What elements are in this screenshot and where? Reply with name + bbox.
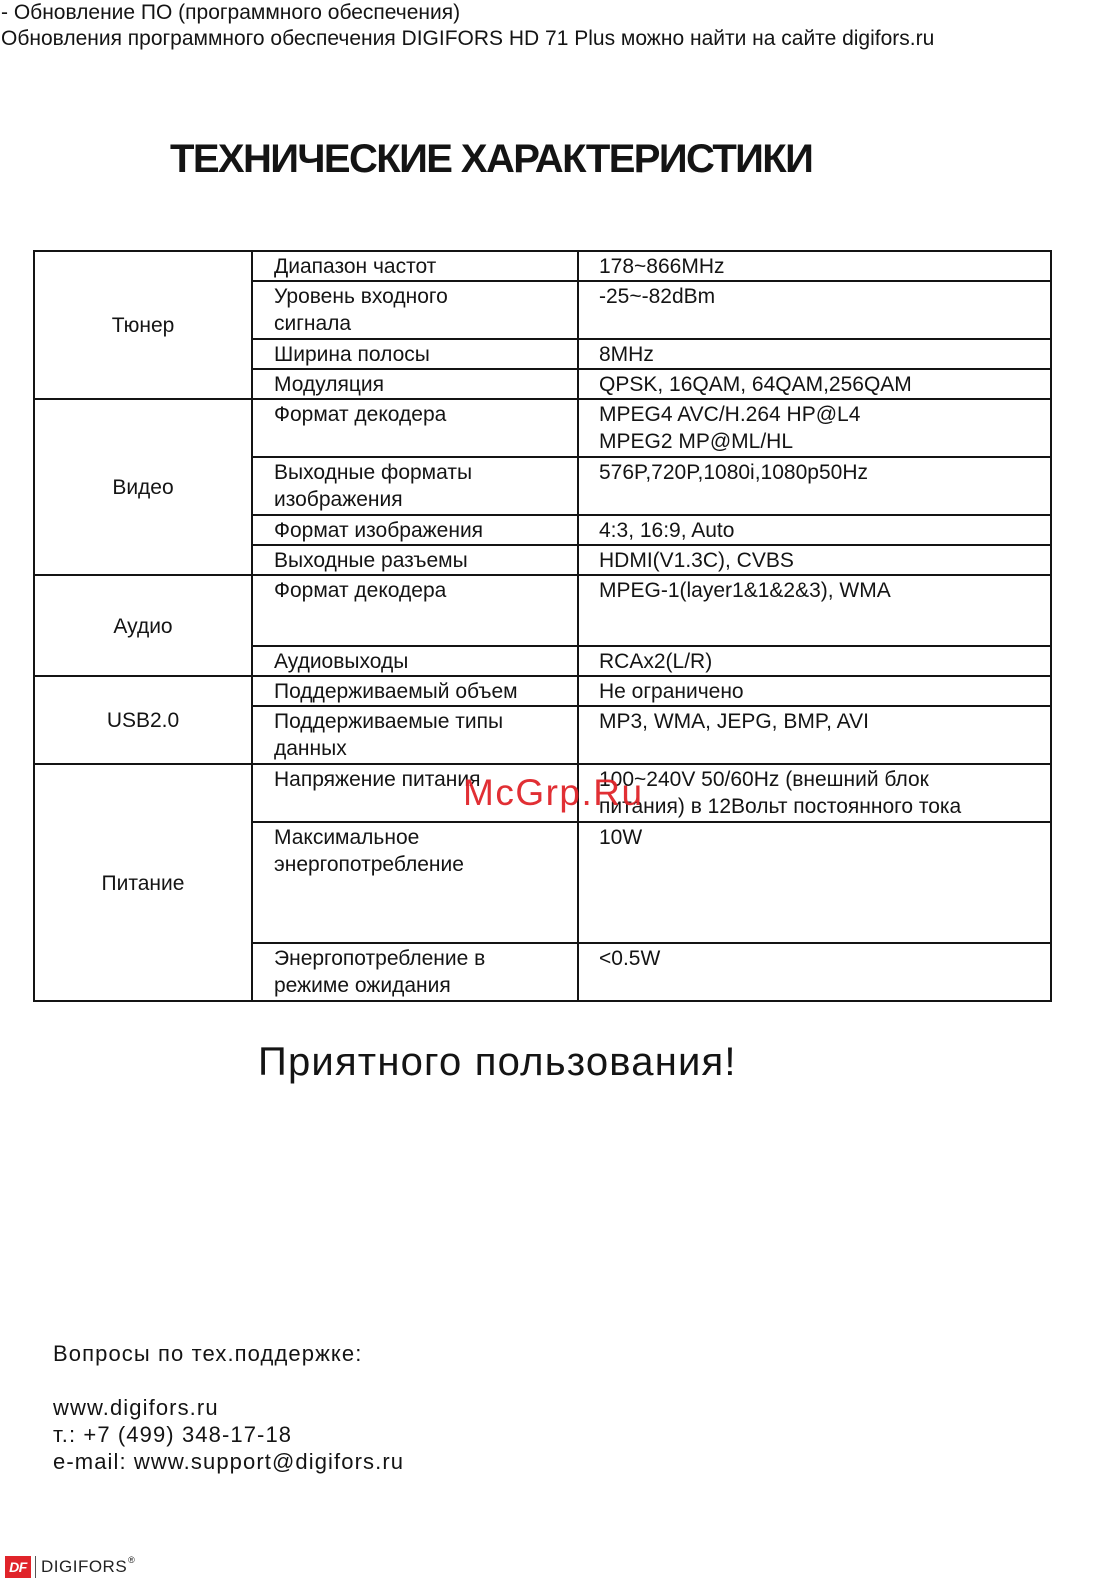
- category-cell-usb: USB2.0: [34, 676, 252, 764]
- closing-message: Приятного пользования!: [258, 1040, 737, 1084]
- support-contacts: [53, 1340, 404, 1475]
- category-cell-video: Видео: [34, 399, 252, 575]
- param-cell: Напряжение питания: [252, 764, 578, 822]
- param-cell: Формат декодера: [252, 399, 578, 457]
- category-cell-tuner: Тюнер: [34, 251, 252, 399]
- support-email[interactable]: e-mail: www.support@digifors.ru: [53, 1449, 405, 1474]
- brand-logo: [5, 1553, 135, 1580]
- brand-logo-mark: DF: [5, 1556, 31, 1578]
- intro-line-update: - Обновление ПО (программного обеспечения): [1, 1, 461, 24]
- value-cell: QPSK, 16QAM, 64QAM,256QAM: [578, 369, 1051, 399]
- param-cell: Диапазон частот: [252, 251, 578, 281]
- brand-name: DIGIFORS: [41, 1556, 128, 1576]
- param-cell: Поддерживаемые типы данных: [252, 706, 578, 764]
- value-cell: RCAx2(L/R): [578, 646, 1051, 676]
- value-cell: 576P,720P,1080i,1080p50Hz: [578, 457, 1051, 515]
- value-cell: <0.5W: [578, 943, 1051, 1001]
- brand-logo-divider: [35, 1556, 36, 1578]
- value-cell: 4:3, 16:9, Auto: [578, 515, 1051, 545]
- param-cell: Выходные форматы изображения: [252, 457, 578, 515]
- intro-text: [1, 0, 934, 52]
- page-title: ТЕХНИЧЕСКИЕ ХАРАКТЕРИСТИКИ: [170, 137, 813, 181]
- value-cell: HDMI(V1.3C), CVBS: [578, 545, 1051, 575]
- table-row: [34, 399, 1051, 457]
- value-cell: Не ограничено: [578, 676, 1051, 706]
- value-cell: MP3, WMA, JEPG, BMP, AVI: [578, 706, 1051, 764]
- value-cell: 100~240V 50/60Hz (внешний блок питания) в 12Вольт постоянного тока: [578, 764, 1051, 822]
- table-row: [34, 251, 1051, 281]
- support-website-link[interactable]: www.digifors.ru: [53, 1395, 219, 1420]
- table-row: [34, 575, 1051, 646]
- category-cell-audio: Аудио: [34, 575, 252, 676]
- value-cell: MPEG4 AVC/H.264 HP@L4 MPEG2 MP@ML/HL: [578, 399, 1051, 457]
- support-phone: т.: +7 (499) 348-17-18: [53, 1422, 293, 1447]
- value-cell: 10W: [578, 822, 1051, 943]
- param-cell: Формат декодера: [252, 575, 578, 646]
- value-cell: -25~-82dBm: [578, 281, 1051, 339]
- table-row: [34, 676, 1051, 706]
- intro-line-download: Обновления программного обеспечения DIGIFORS HD 71 Plus можно найти на сайте digifors.ru: [1, 27, 935, 50]
- specs-table: [33, 250, 1052, 1002]
- value-cell: 8MHz: [578, 339, 1051, 369]
- param-cell: Аудиовыходы: [252, 646, 578, 676]
- param-cell: Уровень входного сигнала: [252, 281, 578, 339]
- param-cell: Поддерживаемый объем: [252, 676, 578, 706]
- category-cell-power: Питание: [34, 764, 252, 1001]
- param-cell: Максимальное энергопотребление: [252, 822, 578, 943]
- param-cell: Ширина полосы: [252, 339, 578, 369]
- param-cell: Модуляция: [252, 369, 578, 399]
- value-cell: 178~866MHz: [578, 251, 1051, 281]
- support-heading: Вопросы по тех.поддержке:: [53, 1341, 363, 1366]
- registered-icon: ®: [128, 1554, 135, 1565]
- value-cell: MPEG-1(layer1&1&2&3), WMA: [578, 575, 1051, 646]
- param-cell: Формат изображения: [252, 515, 578, 545]
- param-cell: Энергопотребление в режиме ожидания: [252, 943, 578, 1001]
- watermark: McGrp.Ru: [463, 772, 644, 813]
- param-cell: Выходные разъемы: [252, 545, 578, 575]
